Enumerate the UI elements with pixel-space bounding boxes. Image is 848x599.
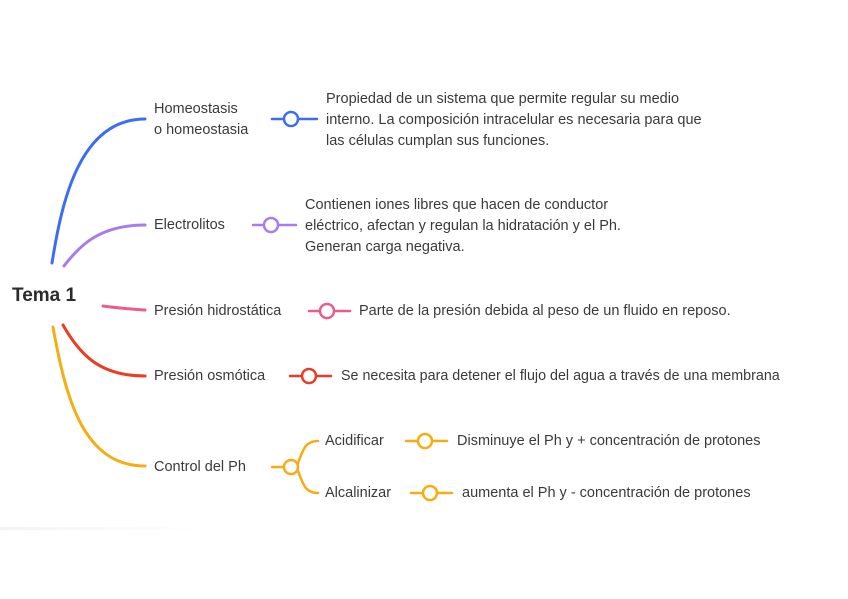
- description-acidificar[interactable]: Disminuye el Ph y + concentración de protones: [457, 433, 761, 449]
- connector-electrolitos: [253, 218, 296, 232]
- description-line: Se necesita para detener el flujo del agua a través de una membrana: [341, 368, 780, 384]
- branch-line-electrolitos: [64, 225, 145, 266]
- topic-label-line: Electrolitos: [154, 217, 225, 233]
- topic-presion-hidrostatica[interactable]: [154, 301, 281, 322]
- connector-alcalinizar: [411, 486, 452, 500]
- topic-label-line: o homeostasia: [154, 122, 249, 138]
- connector-presion-hidrostatica: [309, 304, 350, 318]
- subtopic-acidificar[interactable]: Acidificar: [325, 433, 384, 449]
- description-line: Propiedad de un sistema que permite regular su medio: [326, 91, 680, 107]
- topic-homeostasis[interactable]: [154, 99, 248, 141]
- branch-line-control-ph: [53, 327, 145, 466]
- topic-electrolitos[interactable]: [154, 215, 225, 236]
- branch-line-homeostasis: [52, 119, 145, 263]
- description-line: interno. La composición intracelular es necesaria para que: [326, 112, 702, 128]
- description-line: Contienen iones libres que hacen de conductor: [305, 197, 609, 213]
- branch-line-presion-osmotica: [63, 325, 145, 376]
- description-line: Generan carga negativa.: [305, 239, 465, 255]
- topic-control-ph[interactable]: [154, 457, 246, 478]
- description-line: las células cumplan sus funciones.: [326, 133, 550, 149]
- description-homeostasis[interactable]: [326, 89, 702, 152]
- root-topic[interactable]: Tema 1: [12, 285, 77, 306]
- connector-presion-osmotica: [290, 369, 331, 383]
- topic-presion-osmotica[interactable]: [154, 366, 265, 387]
- connector-control-ph: [272, 441, 318, 493]
- description-presion-hidrostatica[interactable]: [359, 301, 731, 322]
- topic-label-line: Presión osmótica: [154, 368, 266, 384]
- description-line: eléctrico, afectan y regulan la hidratación y el Ph.: [305, 218, 621, 234]
- divider: [0, 527, 200, 530]
- topic-label-line: Homeostasis: [154, 101, 238, 117]
- topic-label-line: Control del Ph: [154, 459, 246, 475]
- description-presion-osmotica[interactable]: [341, 366, 780, 387]
- connector-homeostasis: [272, 112, 317, 126]
- connector-acidificar: [406, 434, 447, 448]
- topic-label-line: Presión hidrostática: [154, 303, 282, 319]
- description-electrolitos[interactable]: [305, 195, 621, 258]
- subtopic-alcalinizar[interactable]: Alcalinizar: [325, 485, 392, 501]
- description-alcalinizar[interactable]: aumenta el Ph y - concentración de protones: [462, 485, 751, 501]
- description-line: Parte de la presión debida al peso de un fluido en reposo.: [359, 303, 731, 319]
- branch-line-presion-hidrostatica: [103, 306, 145, 310]
